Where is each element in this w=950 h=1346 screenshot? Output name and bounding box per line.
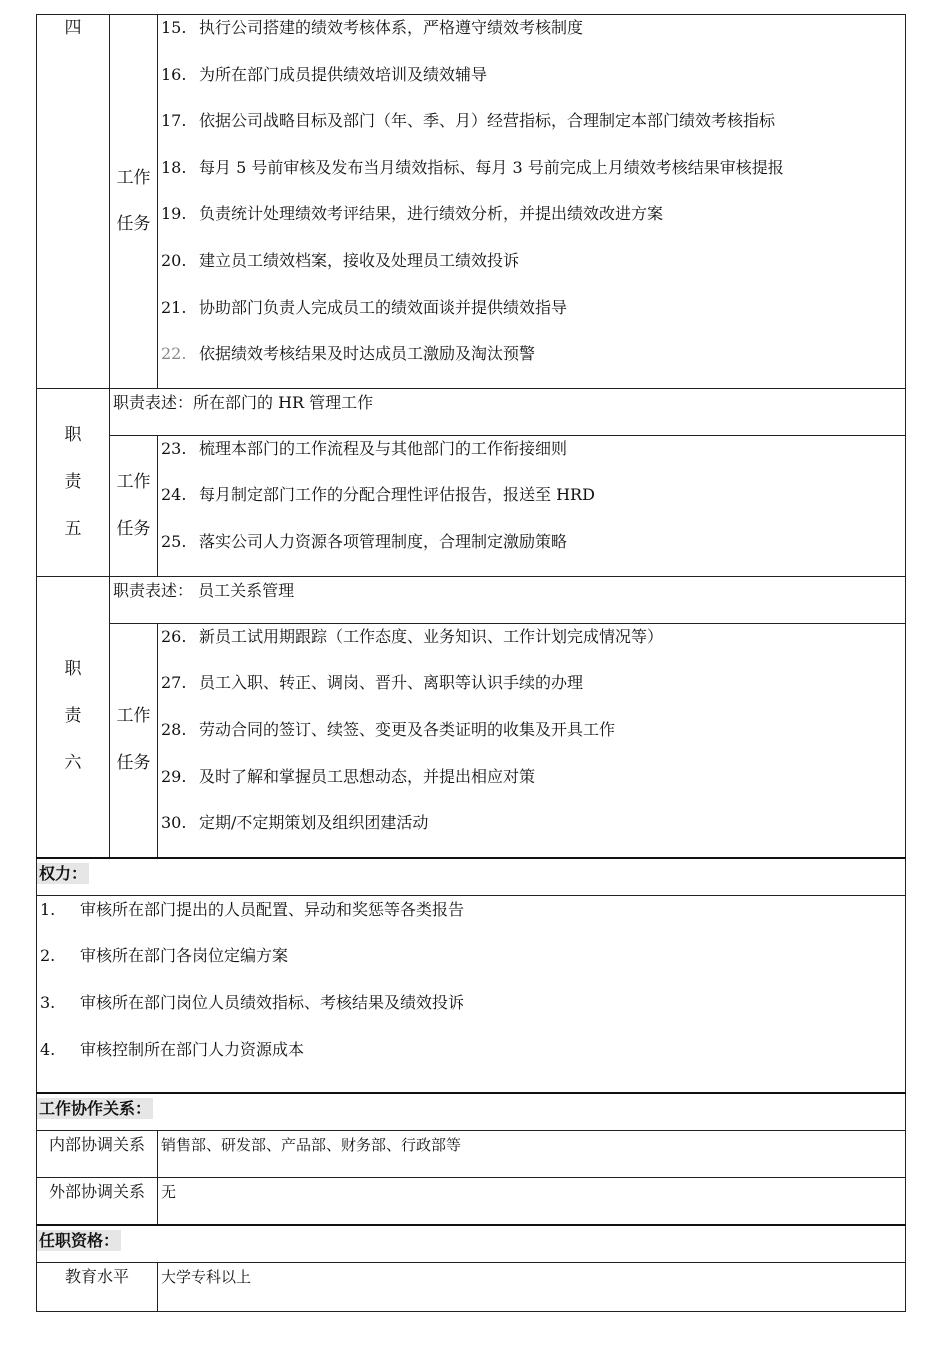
duty4-work-label-1: 工作 [116,168,151,189]
authority-item [37,896,905,943]
duty5-description: 职责表述：所在部门的 HR 管理工作 [110,388,906,435]
task-number: 27. [161,673,187,693]
duty6-work-label-cell [110,623,158,858]
task-number: 25. [161,531,187,551]
task-item [158,717,905,764]
authority-item [37,989,905,1036]
cooperation-heading-cell [37,1093,906,1131]
task-number: 23. [161,438,187,458]
task-text: 依据绩效考核结果及时达成员工激励及淘汰预警 [199,344,536,364]
task-text: 依据公司战略目标及部门（年、季、月）经营指标，合理制定本部门绩效考核指标 [199,111,776,131]
task-number: 21. [161,297,187,317]
task-text: 执行公司搭建的绩效考核体系，严格遵守绩效考核制度 [199,18,584,37]
authority-text: 审核所在部门各岗位定编方案 [80,946,289,966]
task-item [158,201,905,248]
authority-text: 审核控制所在部门人力资源成本 [80,1039,305,1059]
authority-heading-cell [37,858,906,896]
duty6-work-label-2: 任务 [116,753,151,774]
duty6-title-char-3: 六 [64,753,82,774]
duty5-title-char-1: 职 [64,424,82,445]
task-number: 16. [161,64,187,84]
external-coordination-row [37,1177,906,1225]
duty6-title-char-2: 责 [64,706,82,727]
duty6-description: 职责表述： 员工关系管理 [110,576,906,623]
duty5-task-list [158,435,906,576]
task-number: 15. [161,18,187,37]
task-text: 定期/不定期策划及组织团建活动 [199,813,429,833]
duty5-desc-row [37,388,906,435]
duty6-desc-row [37,576,906,623]
internal-coordination-value: 销售部、研发部、产品部、财务部、行政部等 [158,1130,906,1177]
authority-list-row [37,895,906,1093]
task-item [158,15,905,62]
task-item [158,295,905,342]
task-item [158,155,905,202]
education-value: 大学专科以上 [158,1262,906,1311]
task-text: 每月制定部门工作的分配合理性评估报告，报送至 HRD [199,485,595,505]
cooperation-heading: 工作协作关系： [39,1098,152,1118]
duty5-work-label-1: 工作 [116,471,151,492]
task-text: 新员工试用期跟踪（工作态度、业务知识、工作计划完成情况等） [199,626,664,646]
task-text: 建立员工绩效档案，接收及处理员工绩效投诉 [199,250,520,270]
job-description-table [36,14,906,1312]
authority-list [37,895,906,1093]
internal-coordination-label: 内部协调关系 [37,1130,158,1177]
task-text: 及时了解和掌握员工思想动态，并提出相应对策 [199,766,536,786]
task-number: 24. [161,485,187,505]
internal-coordination-row [37,1130,906,1177]
authority-heading-row [37,858,906,896]
authority-number: 1. [40,899,56,919]
task-item [158,62,905,109]
task-item [158,341,905,388]
task-item [158,764,905,811]
qualification-heading-cell [37,1225,906,1263]
cooperation-heading-row [37,1093,906,1131]
task-text: 落实公司人力资源各项管理制度，合理制定激励策略 [199,531,568,551]
task-text: 劳动合同的签订、续签、变更及各类证明的收集及开具工作 [199,719,616,739]
task-number: 20. [161,250,187,270]
task-item [158,624,905,671]
duty4-work-label-2: 任务 [116,214,151,235]
task-number: 18. [161,157,187,177]
duty5-title-cell [37,388,110,576]
duty5-title-char-2: 责 [64,471,82,492]
duty6-task-row [37,623,906,858]
task-text: 为所在部门成员提供绩效培训及绩效辅导 [199,64,488,84]
task-item [158,248,905,295]
task-number: 26. [161,626,187,646]
task-item [158,670,905,717]
duty5-task-row [37,435,906,576]
qualification-heading-row [37,1225,906,1263]
duty6-work-label-1: 工作 [116,706,151,727]
task-number: 28. [161,719,187,739]
education-row [37,1262,906,1311]
authority-text: 审核所在部门岗位人员绩效指标、考核结果及绩效投诉 [80,992,465,1012]
task-item [158,482,905,529]
task-item [158,436,905,483]
task-item [158,529,905,576]
duty4-title-char: 四 [64,18,82,38]
external-coordination-label: 外部协调关系 [37,1177,158,1225]
authority-text: 审核所在部门提出的人员配置、异动和奖惩等各类报告 [80,899,465,919]
authority-number: 2. [40,946,56,966]
authority-number: 4. [40,1039,56,1059]
task-text: 协助部门负责人完成员工的绩效面谈并提供绩效指导 [199,297,568,317]
task-text: 员工入职、转正、调岗、晋升、离职等认识手续的办理 [199,673,584,693]
authority-item [37,942,905,989]
authority-item [37,1036,905,1083]
education-label: 教育水平 [37,1262,158,1311]
task-number: 19. [161,204,187,224]
task-number: 17. [161,111,187,131]
task-number: 22. [161,344,187,364]
task-text: 每月 5 号前审核及发布当月绩效指标、每月 3 号前完成上月绩效考核结果审核提报 [199,157,784,177]
authority-heading: 权力： [39,863,88,883]
job-description-document [36,14,906,1312]
authority-number: 3. [40,992,56,1012]
duty5-work-label-cell [110,435,158,576]
qualification-heading: 任职资格： [39,1230,120,1250]
duty6-title-char-1: 职 [64,659,82,680]
duty4-row [37,15,906,389]
duty4-task-list [158,15,906,389]
external-coordination-value: 无 [158,1177,906,1225]
duty4-work-label-cell [110,15,158,389]
task-item [158,108,905,155]
task-text: 负责统计处理绩效考评结果，进行绩效分析，并提出绩效改进方案 [199,204,664,224]
duty4-title-cell [37,15,110,389]
duty6-title-cell [37,576,110,858]
task-text: 梳理本部门的工作流程及与其他部门的工作衔接细则 [199,438,568,458]
task-item [158,810,905,857]
duty6-task-list [158,623,906,858]
duty5-title-char-3: 五 [64,518,82,539]
task-number: 29. [161,766,187,786]
task-number: 30. [161,813,187,833]
duty5-work-label-2: 任务 [116,518,151,539]
